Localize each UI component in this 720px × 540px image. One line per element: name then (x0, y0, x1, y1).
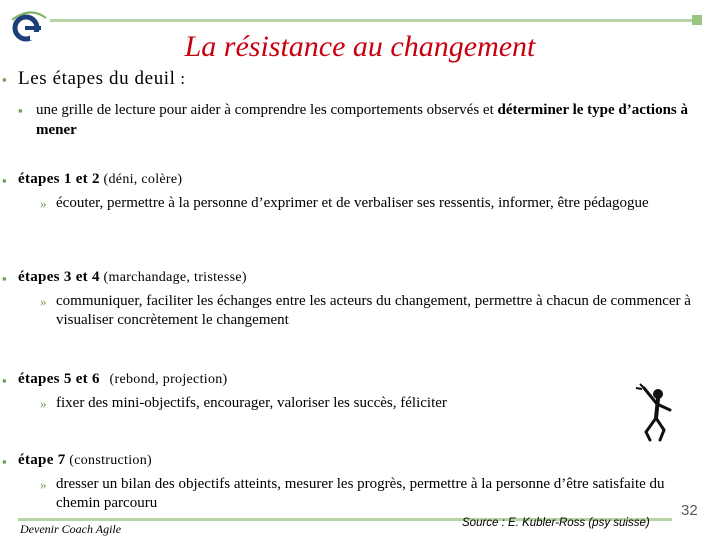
step-item (2, 268, 698, 330)
double-chevron-icon: » (40, 477, 47, 492)
step-label: étape 7 (18, 452, 66, 468)
step-description: écouter, permettre à la personne d’exprimer et de verbaliser ses ressentis, informer, être pédagogue (56, 195, 649, 211)
double-chevron-icon: » (40, 196, 47, 211)
section-heading-text: Les étapes du deuil (18, 68, 176, 89)
step-label: étapes 1 et 2 (18, 171, 100, 187)
square-bullet-icon: ▪ (2, 72, 7, 87)
double-chevron-icon: » (40, 396, 47, 411)
square-bullet-icon: ▪ (2, 373, 7, 388)
step-item (2, 370, 698, 413)
double-chevron-icon: » (40, 294, 47, 309)
square-bullet-icon: ▪ (18, 103, 23, 118)
step-description: dresser un bilan des objectifs atteints, mesurer les progrès, permettre à la personne d’être satisfaite du chemin parcouru (56, 476, 665, 511)
page-number: 32 (681, 502, 698, 519)
header-rule-end (692, 15, 702, 25)
intro-emphasis: déterminer le type d’actions à mener (36, 102, 689, 138)
step-label: étapes 5 et 6 (18, 371, 100, 387)
square-bullet-icon: ▪ (2, 454, 7, 469)
footer-source: Source : E. Kubler-Ross (psy suisse) (462, 517, 650, 529)
step-label: étapes 3 et 4 (18, 269, 100, 285)
section-heading-colon: : (180, 69, 186, 88)
step-detail: (construction) (69, 453, 152, 468)
step-detail: (marchandage, tristesse) (103, 270, 247, 285)
footer-course-name: Devenir Coach Agile (20, 522, 122, 536)
step-item (2, 170, 698, 213)
header-rule (50, 19, 698, 22)
step-detail: (rebond, projection) (109, 372, 228, 387)
square-bullet-icon: ▪ (2, 173, 7, 188)
step-item (2, 451, 698, 513)
stick-figure-icon (628, 380, 684, 446)
section-heading (2, 68, 186, 90)
slide-title: La résistance au changement (184, 30, 536, 63)
intro-text: une grille de lecture pour aider à comprendre les comportements observés et (36, 102, 498, 118)
square-bullet-icon: ▪ (2, 271, 7, 286)
step-description: communiquer, faciliter les échanges entre les acteurs du changement, permettre à chacun de commencer à visualiser concrètement le changement (56, 293, 691, 328)
step-detail: (déni, colère) (103, 172, 183, 187)
intro-paragraph (18, 100, 696, 140)
step-description: fixer des mini-objectifs, encourager, valoriser les succès, féliciter (56, 395, 447, 411)
